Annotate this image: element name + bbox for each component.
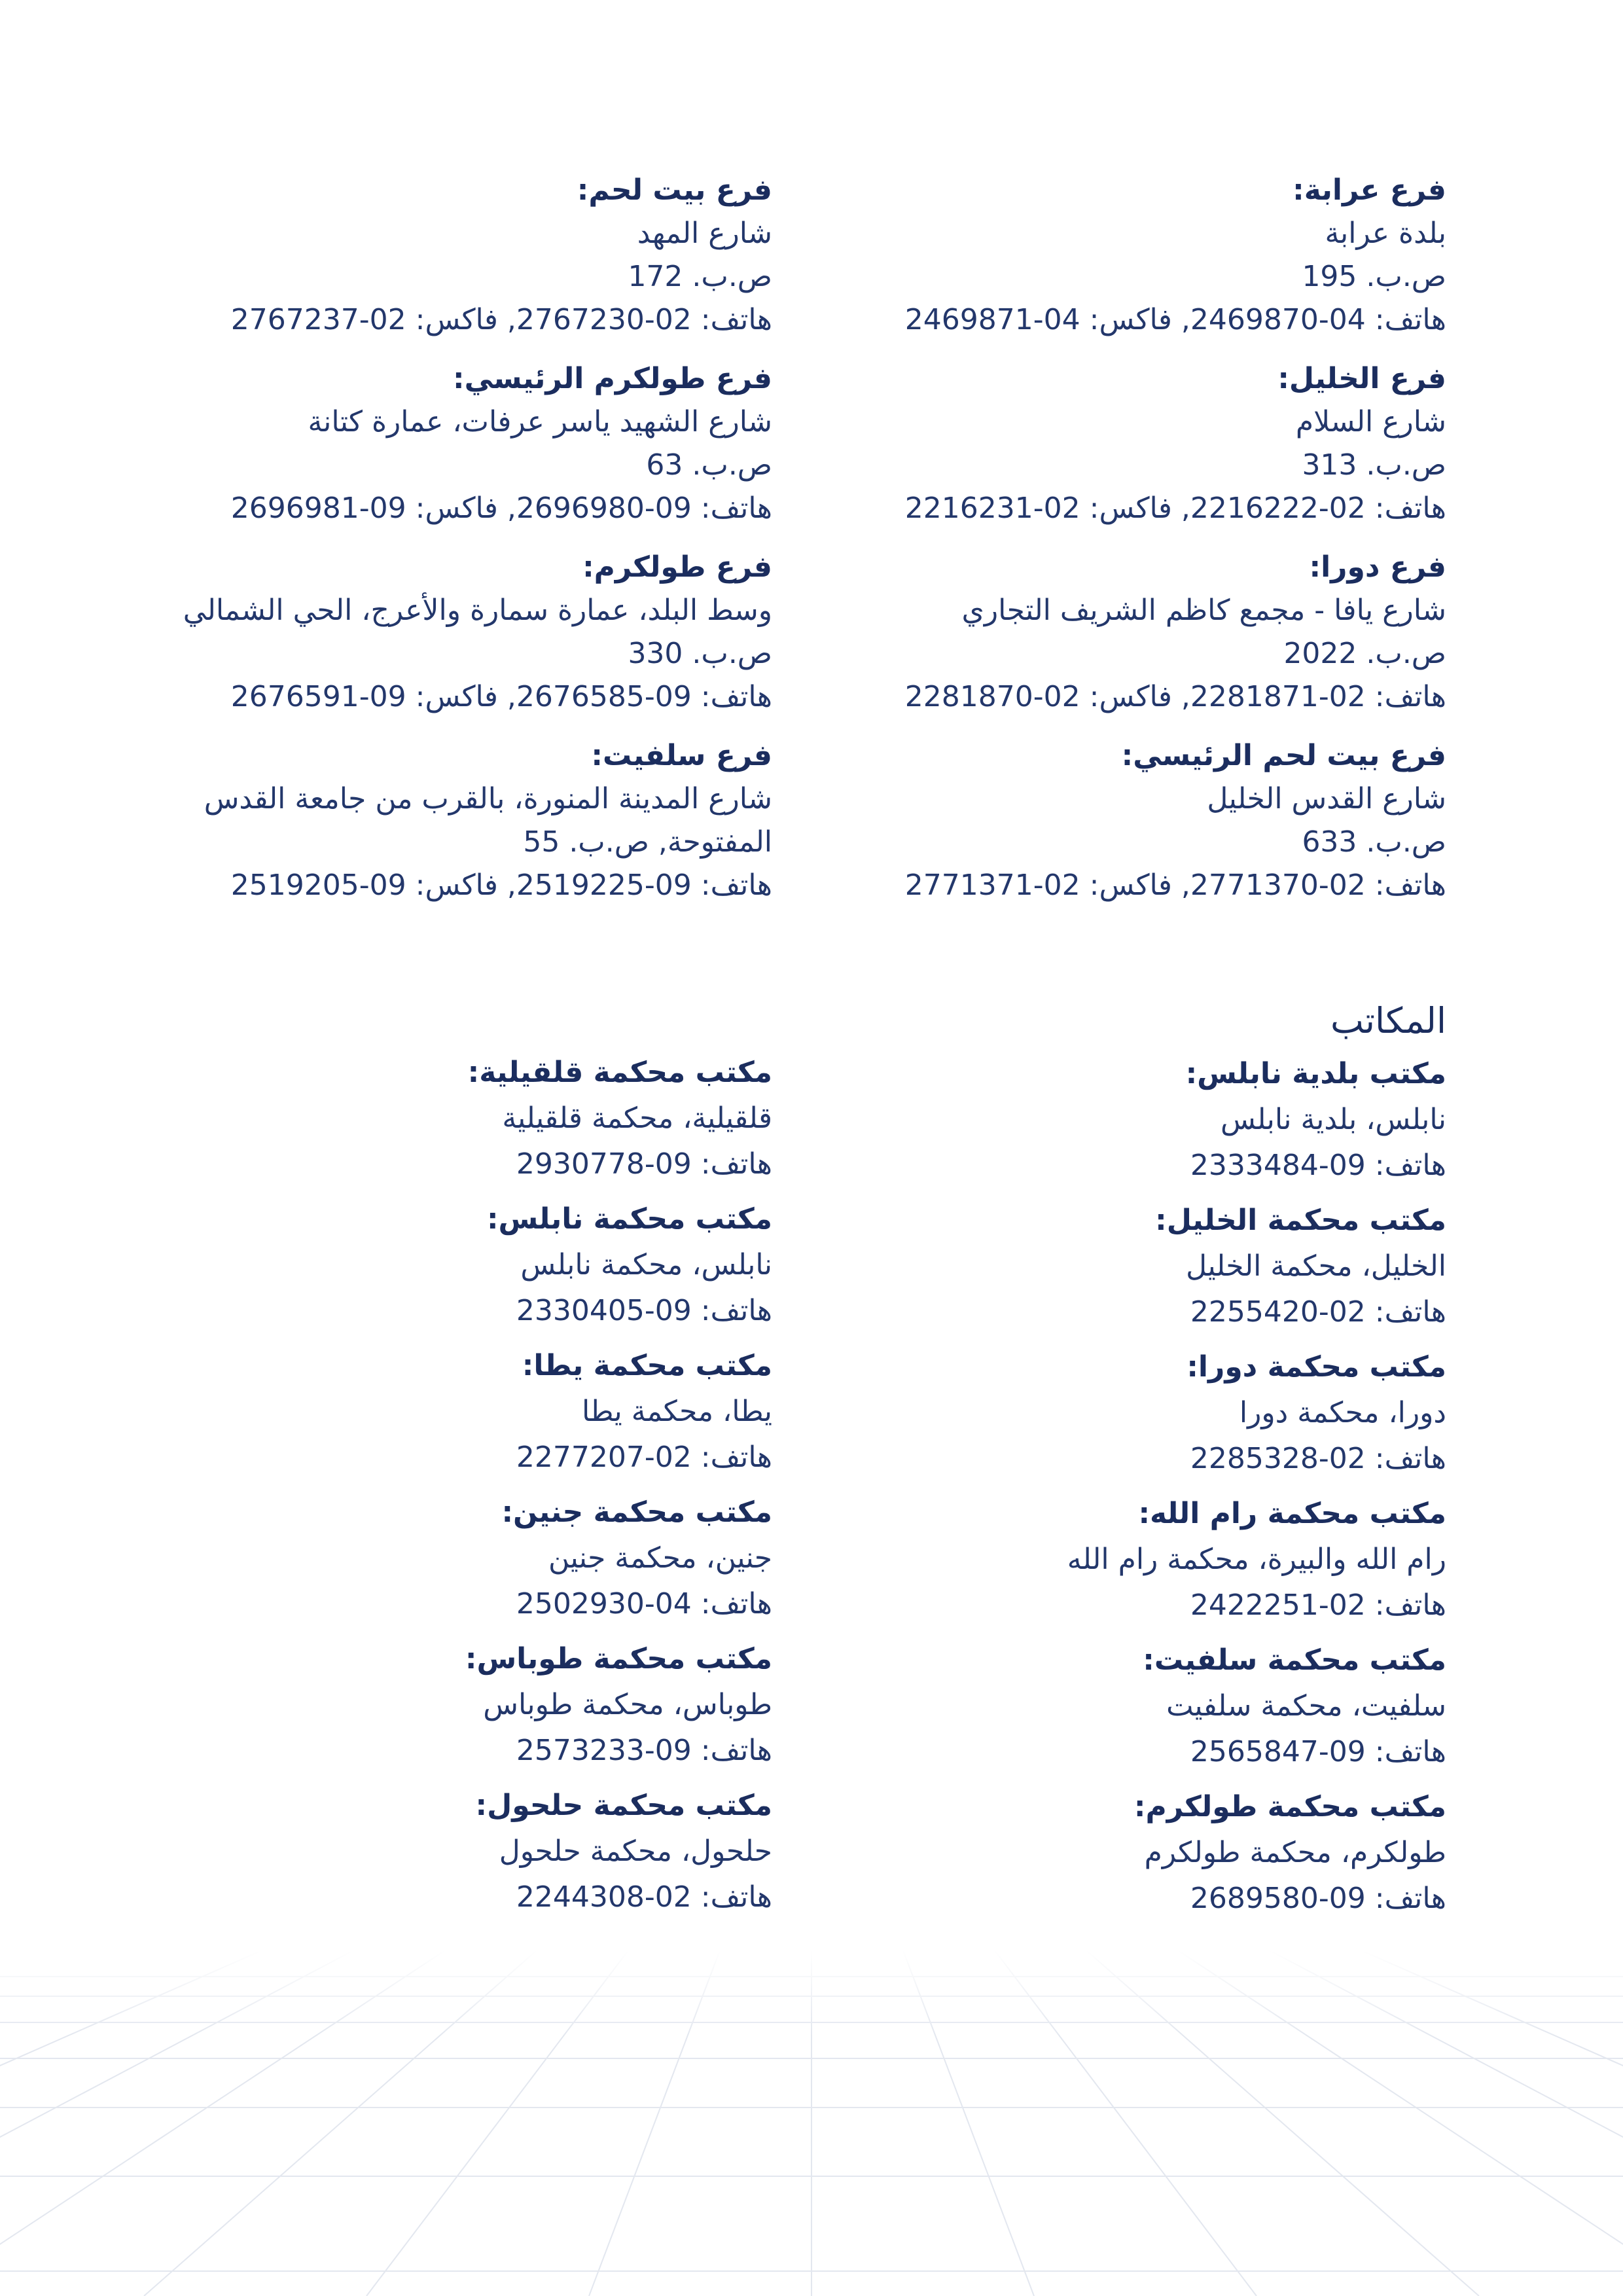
branch-title: فرع الخليل: [1277,362,1446,395]
branch-pobox: ص.ب. 633 [1302,825,1446,859]
office-jenin-court [85,1490,772,1627]
branch-address: شارع الشهيد ياسر عرفات، عمارة كتانة [308,405,772,439]
branch-pobox: ص.ب. 330 [628,637,772,670]
office-hebron-court [792,1198,1446,1335]
office-address: دورا، محكمة دورا [1239,1396,1446,1429]
office-nablus-municipality [792,1051,1446,1189]
branch-address: وسط البلد، عمارة سمارة والأعرج، الحي الشمالي [183,594,772,627]
office-title: مكتب محكمة حلحول: [475,1789,772,1822]
branch-title: فرع طولكرم الرئيسي: [453,362,772,395]
branch-title: فرع دورا: [1309,550,1446,584]
office-title: مكتب محكمة رام الله: [1138,1497,1446,1530]
branch-title: فرع عرابة: [1293,173,1446,207]
office-title: مكتب محكمة طولكرم: [1133,1790,1446,1823]
branch-phone: هاتف: 02-2767230, فاكس: 02-2767237 [230,303,772,336]
branch-phone: هاتف: 09-2519225, فاكس: 09-2519205 [230,869,772,902]
branch-pobox: المفتوحة, ص.ب. 55 [523,825,772,859]
branches-right-column [792,169,1446,923]
branch-address: شارع المهد [637,217,772,250]
branch-bethlehem [85,169,772,342]
branch-bethlehem-main [792,734,1446,907]
office-address: طولكرم، محكمة طولكرم [1144,1836,1446,1869]
office-title: مكتب محكمة دورا: [1186,1350,1446,1384]
branch-address: شارع المدينة المنورة، بالقرب من جامعة القدس [204,782,772,816]
branch-tulkarm [85,546,772,719]
office-title: مكتب محكمة يطا: [522,1349,772,1382]
branch-pobox: ص.ب. 195 [1302,260,1446,293]
offices-heading: المكاتب [1330,1000,1446,1041]
office-dura-court [792,1344,1446,1482]
branch-address: شارع القدس الخليل [1207,782,1446,816]
office-address: قلقيلية، محكمة قلقيلية [502,1102,772,1135]
office-phone: هاتف: 02-2244308 [516,1880,772,1914]
office-address: جنين، محكمة جنين [548,1541,772,1575]
office-phone: هاتف: 09-2333484 [1190,1149,1446,1182]
branch-phone: هاتف: 09-2696980, فاكس: 09-2696981 [230,492,772,525]
office-phone: هاتف: 02-2277207 [516,1441,772,1474]
branch-title: فرع سلفيت: [591,739,772,772]
office-address: نابلس، بلدية نابلس [1220,1103,1446,1136]
branch-pobox: ص.ب. 63 [646,448,772,482]
office-phone: هاتف: 09-2930778 [516,1147,772,1181]
office-phone: هاتف: 09-2573233 [516,1734,772,1767]
office-address: الخليل، محكمة الخليل [1186,1249,1446,1283]
office-phone: هاتف: 09-2689580 [1190,1882,1446,1915]
branch-salfit [85,734,772,907]
office-title: مكتب محكمة نابلس: [486,1202,772,1236]
branch-pobox: ص.ب. 313 [1302,448,1446,482]
branches-left-column [85,169,772,923]
branch-tulkarm-main [85,357,772,530]
office-title: مكتب محكمة الخليل: [1155,1204,1446,1237]
office-title: مكتب بلدية نابلس: [1185,1057,1446,1090]
office-tubas-court [85,1636,772,1774]
branch-title: فرع طولكرم: [582,550,772,584]
office-nablus-court [85,1196,772,1334]
offices-left-column [85,1050,772,1929]
office-phone: هاتف: 02-2255420 [1190,1295,1446,1329]
branch-phone: هاتف: 09-2676585, فاكس: 09-2676591 [230,680,772,713]
office-halhul-court [85,1783,772,1920]
branch-araba [792,169,1446,342]
branch-hebron [792,357,1446,530]
branch-phone: هاتف: 02-2281871, فاكس: 02-2281870 [904,680,1446,713]
office-phone: هاتف: 04-2502930 [516,1587,772,1621]
office-phone: هاتف: 02-2285328 [1190,1442,1446,1475]
offices-right-column [792,995,1446,1931]
office-tulkarm-court [792,1784,1446,1922]
branch-address: شارع يافا - مجمع كاظم الشريف التجاري [961,594,1446,627]
office-address: يطا، محكمة يطا [582,1395,772,1428]
office-title: مكتب محكمة طوباس: [465,1642,772,1676]
branch-phone: هاتف: 02-2771370, فاكس: 02-2771371 [904,869,1446,902]
office-title: مكتب محكمة قلقيلية: [467,1056,772,1089]
office-qalqilya-court [85,1050,772,1187]
office-address: سلفيت، محكمة سلفيت [1166,1689,1446,1723]
office-address: رام الله والبيرة، محكمة رام الله [1067,1543,1446,1576]
branch-phone: هاتف: 02-2216222, فاكس: 02-2216231 [904,492,1446,525]
branch-pobox: ص.ب. 172 [628,260,772,293]
office-ramallah-court [792,1491,1446,1628]
office-address: نابلس، محكمة نابلس [520,1248,772,1282]
branch-title: فرع بيت لحم الرئيسي: [1121,739,1446,772]
office-phone: هاتف: 02-2422251 [1190,1588,1446,1622]
office-phone: هاتف: 09-2330405 [516,1294,772,1327]
office-address: حلحول، محكمة حلحول [499,1835,772,1868]
office-salfit-court [792,1638,1446,1775]
branch-address: بلدة عرابة [1325,217,1446,250]
branch-address: شارع السلام [1295,405,1446,439]
office-title: مكتب محكمة سلفيت: [1143,1643,1446,1677]
grid-floor-background [0,1950,1623,2296]
office-yatta-court [85,1343,772,1480]
office-phone: هاتف: 09-2565847 [1190,1735,1446,1768]
branch-title: فرع بيت لحم: [577,173,772,207]
branch-phone: هاتف: 04-2469870, فاكس: 04-2469871 [904,303,1446,336]
office-title: مكتب محكمة جنين: [501,1496,772,1529]
branch-dura [792,546,1446,719]
office-address: طوباس، محكمة طوباس [483,1688,772,1721]
branch-pobox: ص.ب. 2022 [1283,637,1446,670]
